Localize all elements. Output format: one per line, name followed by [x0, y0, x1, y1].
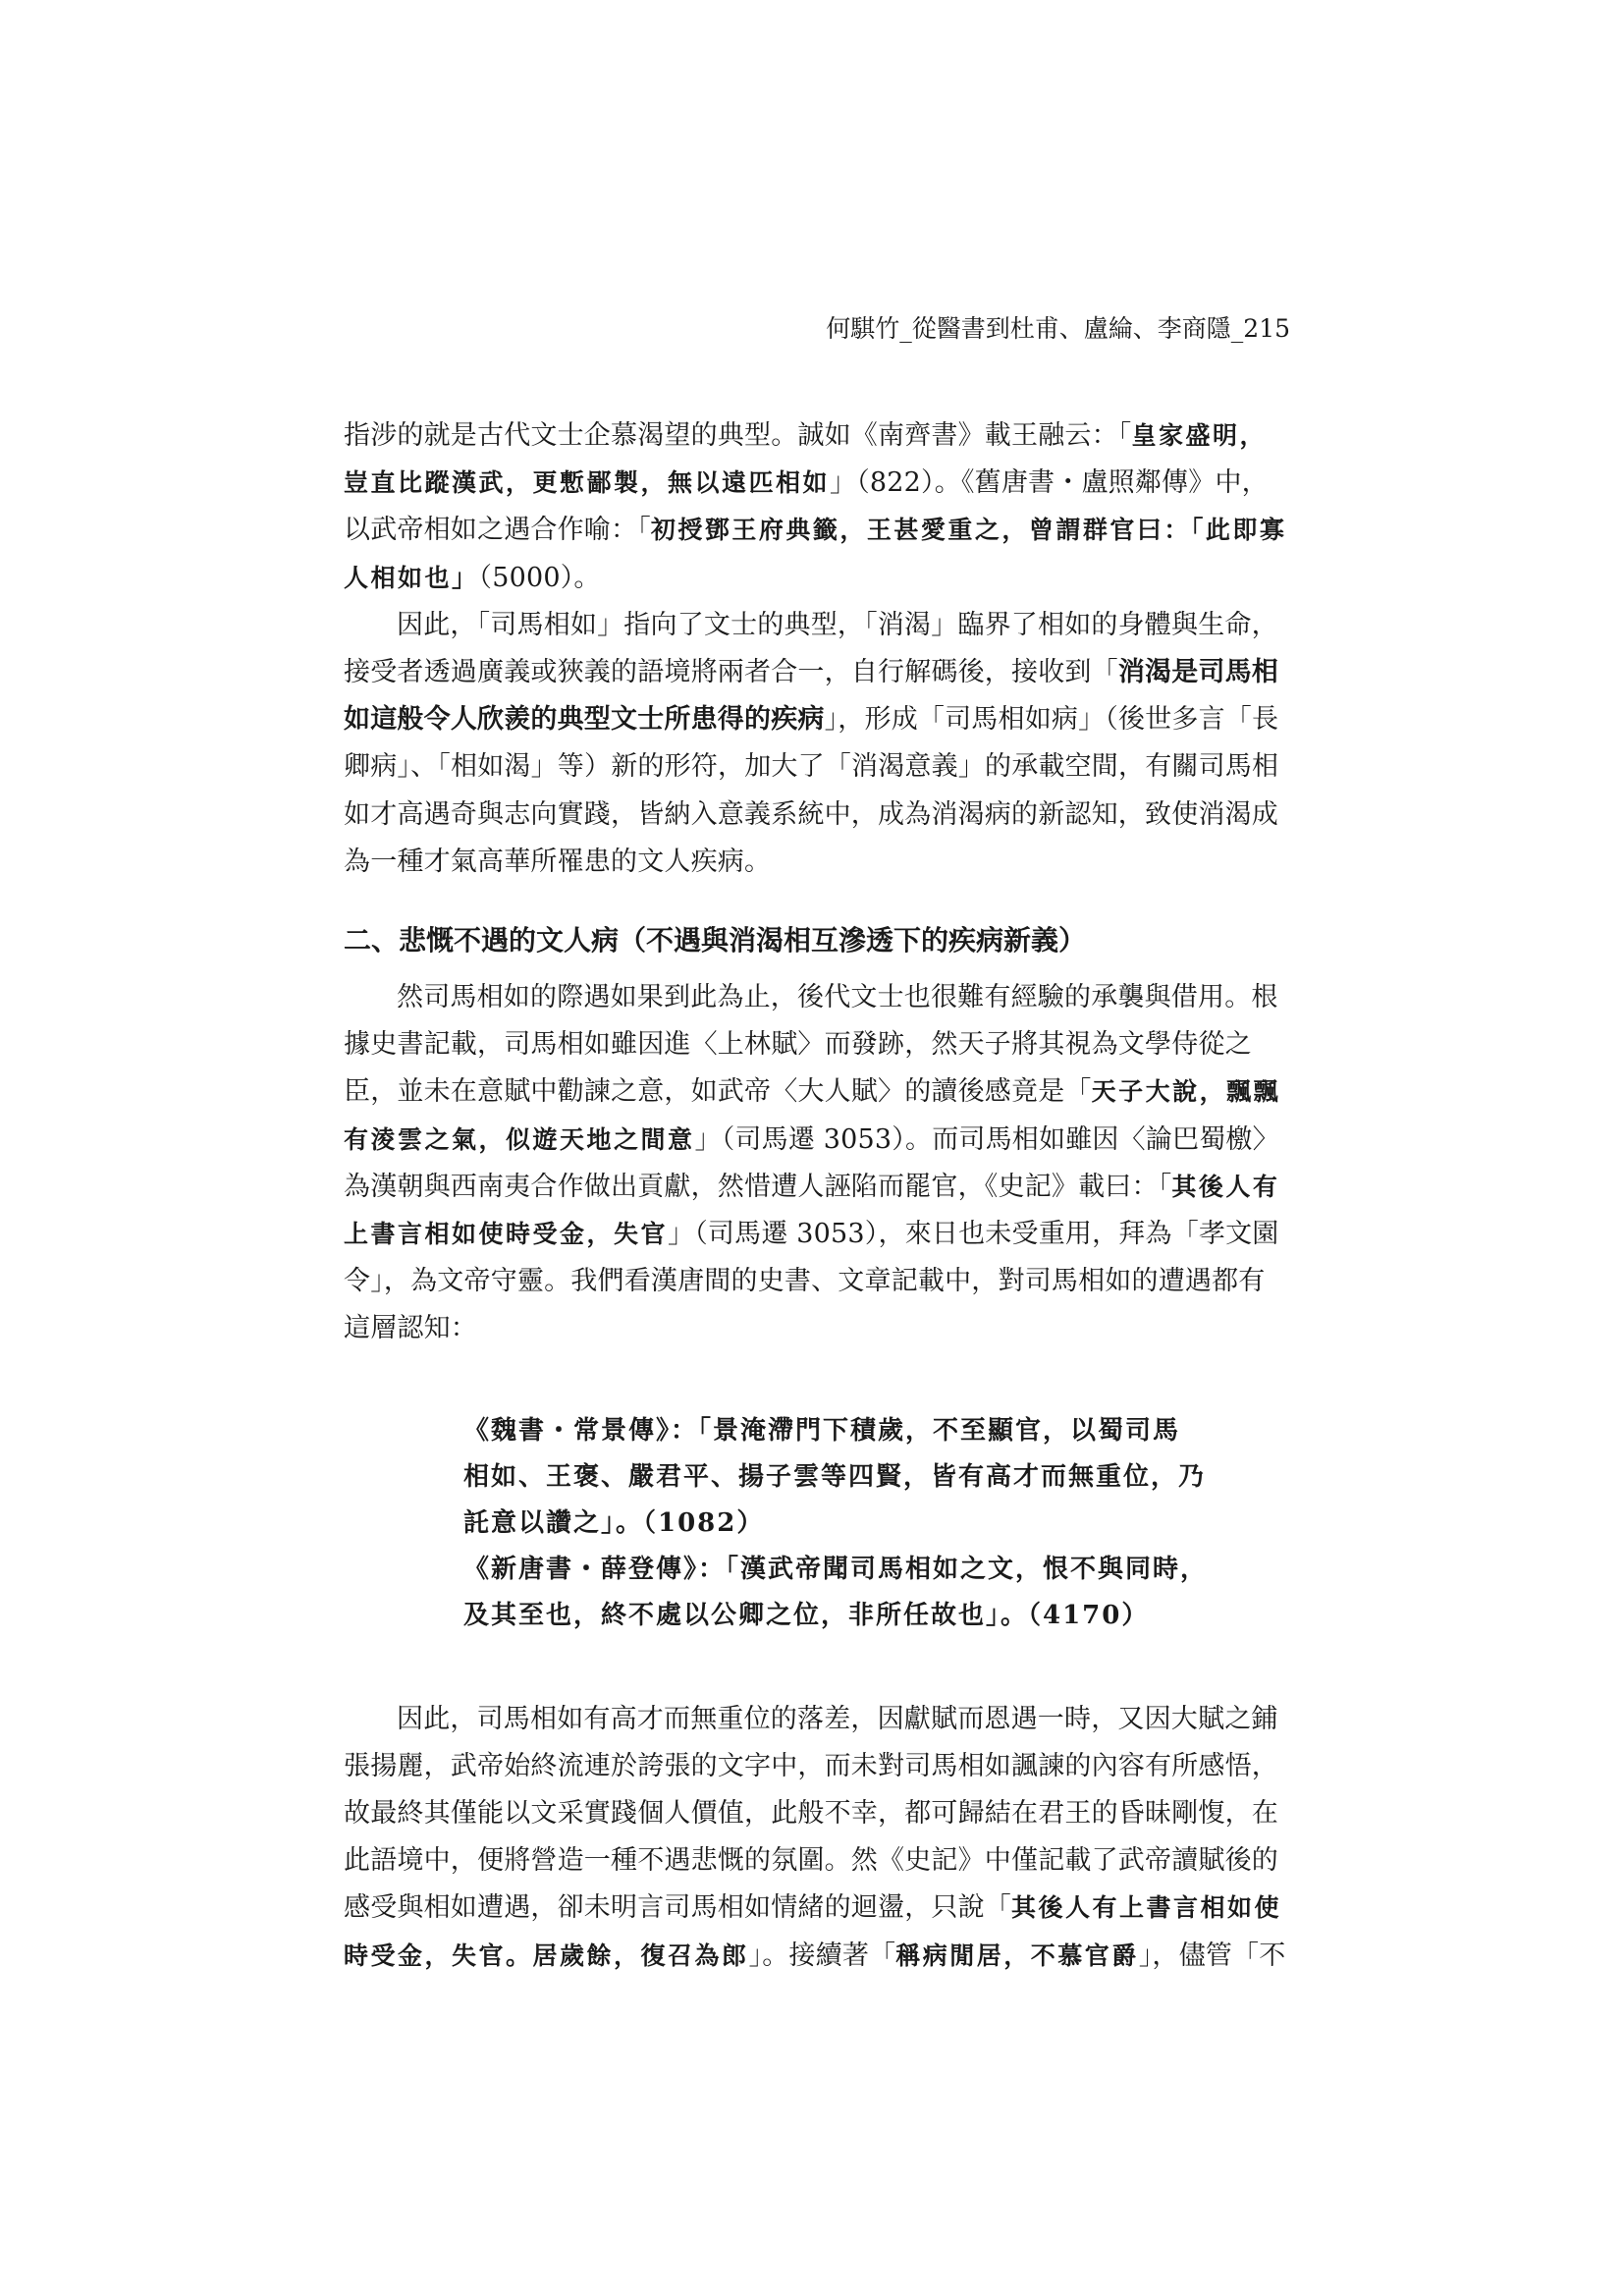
p2-text-1: 因此，「司馬相如」指向了文士的典型，「消渴」臨界了相如的身體與生命，接受者透過廣義或狹義的語境將兩者合一，自行解碼後，接收到「 — [344, 609, 1278, 688]
p1-text-2: 」（822）。《舊唐書・盧照鄰傳》中，以武帝相如之遇合作喻：「 — [344, 467, 1269, 546]
p4-text-1: 因此，司馬相如有高才而無重位的落差，因獻賦而恩遇一時，又因大賦之鋪張揚麗，武帝始終流連於誇張的文字中，而未對司馬相如諷諫的內容有所感悟，故最終其僅能以文采實踐個人價值，此般不幸，都可歸結在君王的昏昧剛愎，在此語境中，便將營造一種不遇悲慨的氛圍。然《史記》中僅記載了武帝讀賦後的感受與相如遭遇，卻未明言司馬相如情緒的迴盪，只說「 — [344, 1703, 1278, 1924]
p2-text-2: 」，形成「司馬相如病」（後世多言「長卿病」、「相如渴」等）新的形符，加大了「消渴意義」的承載空間，有關司馬相如才高遇奇與志向實踐，皆納入意義系統中，成為消渴病的新認知，致使消渴成為一種才氣高華所罹患的文人疾病。 — [344, 704, 1279, 877]
running-head: 何騏竹_從醫書到杜甫、盧綸、李商隱_215 — [826, 314, 1290, 343]
bq-line-4: 《新唐書・薛登傳》：「漢武帝聞司馬相如之文，恨不與同時， — [463, 1554, 1209, 1584]
p1-text-3: （5000）。 — [478, 562, 601, 593]
p3-quote-2: 其後人有上書言相如使時受金，失官 — [344, 1172, 1280, 1249]
body-text — [344, 412, 1290, 1980]
p4-quote-2: 稱病閒居，不慕官爵 — [895, 1941, 1139, 1970]
p1-text-1: 指涉的就是古代文士企慕渴望的典型。誠如《南齊書》載王融云：「 — [344, 420, 1132, 451]
section-heading: 二、悲慨不遇的文人病（不遇與消渴相互滲透下的疾病新義） — [344, 924, 1087, 957]
paragraph-2 — [344, 602, 1290, 886]
p4-text-3: 」，儘管「不 — [1138, 1940, 1286, 1971]
p3-text-3: 」（司馬遷 3053），來日也未受重用，拜為「孝文園令」，為文帝守靈。我們看漢唐間的史書、文章記載中，對司馬相如的遭遇都有這層認知： — [344, 1219, 1279, 1344]
p3-text-2: 」（司馬遷 3053）。而司馬相如雖因〈論巴蜀檄〉為漢朝與西南夷合作做出貢獻，然惜遭人誣陷而罷官，《史記》載曰：「 — [344, 1123, 1279, 1202]
p4-quote-1: 其後人有上書言相如使時受金，失官。居歲餘，復召為郎 — [344, 1893, 1282, 1970]
p1-quote-2: 初授鄧王府典籤，王甚愛重之，曾謂群官曰：「此即寡人相如也」 — [344, 516, 1287, 592]
bq-line-1: 《魏書・常景傳》：「景淹滯門下積歲，不至顯官，以蜀司馬 — [463, 1415, 1181, 1446]
p1-quote-1: 皇家盛明，豈直比蹤漢武，更慙鄙製，無以遠匹相如 — [344, 421, 1268, 498]
bq-line-3: 託意以讚之」。（1082） — [463, 1507, 765, 1538]
block-quote — [463, 1408, 1229, 1639]
p4-text-2: 」。接續著「 — [748, 1940, 896, 1971]
paragraph-3 — [344, 974, 1290, 1353]
bq-line-5: 及其至也，終不處以公卿之位，非所任故也」。（4170） — [463, 1600, 1150, 1630]
paragraph-4 — [344, 1696, 1290, 1980]
p3-text-1: 然司馬相如的際遇如果到此為止，後代文士也很難有經驗的承襲與借用。根據史書記載，司馬相如雖因進〈上林賦〉而發跡，然天子將其視為文學侍從之臣，並未在意賦中勸諫之意，如武帝〈大人賦〉的讀後感竟是「 — [344, 982, 1278, 1108]
p3-quote-1: 天子大說，飄飄有淩雲之氣，似遊天地之間意 — [344, 1077, 1281, 1154]
p2-bold-1: 消渴是司馬相如這般令人欣羨的典型文士所患得的疾病 — [344, 657, 1279, 736]
paragraph-1 — [344, 412, 1290, 602]
bq-line-2: 相如、王褒、嚴君平、揚子雲等四賢，皆有高才而無重位，乃 — [463, 1461, 1207, 1492]
